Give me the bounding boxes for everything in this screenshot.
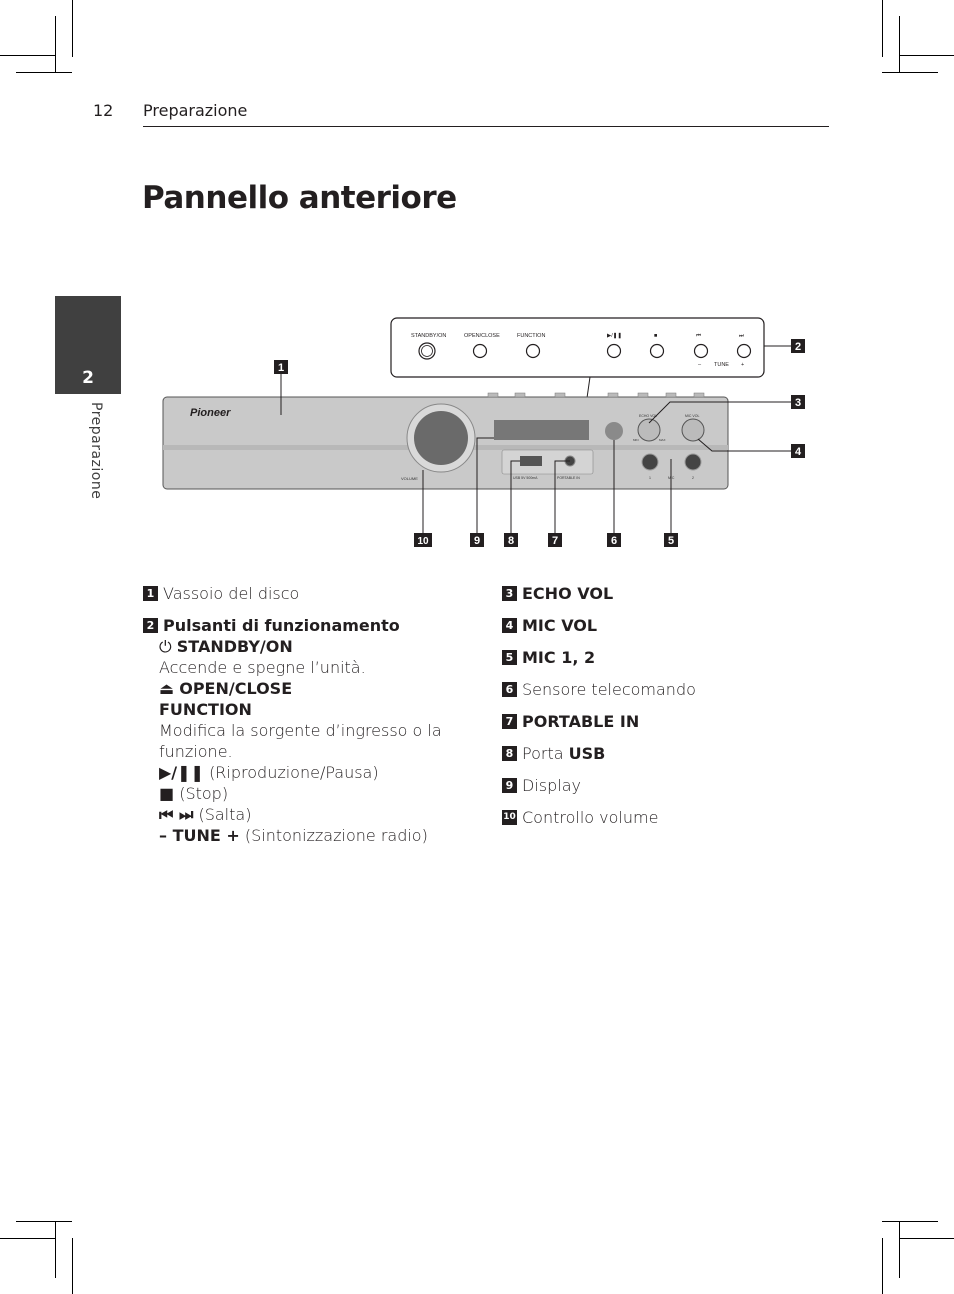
crop-mark	[55, 16, 56, 72]
item-badge: 6	[502, 682, 517, 697]
callout-6: 6	[610, 535, 618, 547]
list-item	[143, 615, 463, 846]
crop-mark	[16, 72, 72, 73]
chapter-tab	[55, 296, 121, 394]
crop-mark	[16, 1221, 72, 1222]
label-standby: STANDBY/ON	[411, 333, 447, 339]
label-max: MAX	[659, 438, 666, 442]
list-item	[502, 583, 822, 604]
crop-mark	[0, 55, 56, 56]
list-item	[502, 711, 822, 732]
page-number: 12	[93, 101, 114, 120]
list-item	[502, 647, 822, 668]
open-close-button	[474, 345, 487, 358]
callout-5: 5	[667, 535, 675, 547]
eject-icon: ⏏	[159, 679, 175, 698]
list-item	[502, 775, 822, 796]
label-mic1: 1	[649, 476, 651, 480]
callout-1: 1	[277, 362, 285, 374]
label-minus: –	[698, 362, 702, 368]
crop-mark	[882, 72, 938, 73]
display-window	[494, 420, 589, 440]
item-badge: 5	[502, 650, 517, 665]
header-rule	[143, 126, 829, 127]
play-pause-button	[608, 345, 621, 358]
right-legend-list	[502, 583, 822, 839]
function-desc: Modifica la sorgente d’ingresso o la funzione.	[159, 721, 442, 761]
crop-mark	[899, 16, 900, 72]
label-function: FUNCTION	[517, 333, 546, 339]
item-text: Display	[522, 776, 581, 795]
list-item	[143, 583, 463, 604]
crop-mark	[72, 1238, 73, 1294]
usb-port	[520, 456, 542, 466]
remote-sensor	[605, 422, 623, 440]
list-item	[502, 743, 822, 764]
chapter-label: Preparazione	[88, 402, 104, 500]
label-plus: +	[741, 362, 745, 368]
crop-mark	[0, 1238, 56, 1239]
next-button	[738, 345, 751, 358]
item-text: Vassoio del disco	[163, 584, 300, 603]
item-badge: 8	[502, 746, 517, 761]
crop-mark	[899, 1238, 954, 1239]
item-text: ECHO VOL	[522, 584, 614, 603]
label-echo-vol: ECHO VOL	[639, 414, 658, 418]
item-badge: 2	[143, 618, 158, 633]
item-text: Sensore telecomando	[522, 680, 696, 699]
label-open-close: OPEN/CLOSE	[464, 333, 500, 339]
label-usb: USB 5V 500mA	[513, 476, 538, 480]
item-text: MIC 1, 2	[522, 648, 596, 667]
callout-10: 10	[417, 536, 429, 547]
mic2-jack	[685, 454, 701, 470]
button-descriptions	[159, 636, 463, 846]
label-prev: ⏮	[696, 333, 701, 339]
item-badge: 3	[502, 586, 517, 601]
open-close-label: OPEN/CLOSE	[179, 679, 293, 698]
mic1-jack	[642, 454, 658, 470]
left-legend-list	[143, 583, 463, 857]
label-mic: MIC	[668, 476, 675, 480]
crop-mark	[882, 0, 883, 57]
crop-mark	[899, 55, 954, 56]
stop-desc: (Stop)	[179, 784, 229, 803]
play-desc: (Riproduzione/Pausa)	[209, 763, 379, 782]
power-icon: ⏻	[159, 637, 172, 656]
brand-logo: Pioneer	[190, 407, 231, 419]
item-text: Controllo volume	[522, 808, 659, 827]
item-badge: 10	[502, 810, 517, 825]
label-volume: VOLUME	[401, 476, 418, 481]
port-panel	[502, 450, 593, 474]
list-item	[502, 679, 822, 700]
crop-mark	[882, 1238, 883, 1294]
callout-2: 2	[794, 341, 802, 353]
button-strip	[391, 318, 764, 377]
callout-4: 4	[794, 446, 802, 458]
callout-3: 3	[794, 397, 802, 409]
stop-button	[651, 345, 664, 358]
item-badge: 9	[502, 778, 517, 793]
label-tune: TUNE	[714, 362, 729, 368]
label-min: MIN	[633, 438, 639, 442]
label-mic2: 2	[692, 476, 694, 480]
item-text: USB	[568, 744, 606, 763]
callout-9: 9	[473, 535, 481, 547]
callout-7: 7	[551, 535, 559, 547]
page-title: Pannello anteriore	[142, 180, 457, 216]
function-label: FUNCTION	[159, 700, 252, 719]
label-mic-vol: MIC VOL	[685, 414, 700, 418]
list-item	[502, 807, 822, 828]
play-pause-icon: ▶/❚❚	[159, 763, 204, 782]
tune-desc: (Sintonizzazione radio)	[244, 826, 428, 845]
item-text: MIC VOL	[522, 616, 598, 635]
item-prefix: Porta	[522, 744, 564, 763]
item-badge: 1	[143, 586, 158, 601]
crop-mark	[55, 1222, 56, 1278]
label-play-pause: ▶/❚❚	[607, 333, 622, 339]
item-badge: 7	[502, 714, 517, 729]
function-button	[527, 345, 540, 358]
running-header: Preparazione	[143, 101, 248, 120]
crop-mark	[882, 1221, 938, 1222]
standby-label: STANDBY/ON	[176, 637, 293, 656]
skip-icon: ⏮ ⏭	[159, 805, 194, 824]
item-badge: 4	[502, 618, 517, 633]
callout-8: 8	[507, 535, 515, 547]
prev-button	[695, 345, 708, 358]
crop-mark	[899, 1222, 900, 1278]
label-portable-in: PORTABLE IN	[557, 476, 580, 480]
item-heading: Pulsanti di funzionamento	[163, 616, 400, 635]
crop-mark	[72, 0, 73, 57]
list-item	[502, 615, 822, 636]
item-text: PORTABLE IN	[522, 712, 640, 731]
front-panel-diagram	[150, 310, 815, 555]
standby-desc: Accende e spegne l’unità.	[159, 658, 366, 677]
tune-label: – TUNE +	[159, 826, 240, 845]
mic-vol-knob	[682, 419, 704, 441]
label-next: ⏭	[739, 333, 744, 339]
label-stop: ■	[654, 333, 658, 339]
stop-icon: ■	[159, 784, 175, 803]
skip-desc: (Salta)	[198, 805, 252, 824]
chapter-number: 2	[82, 368, 94, 388]
